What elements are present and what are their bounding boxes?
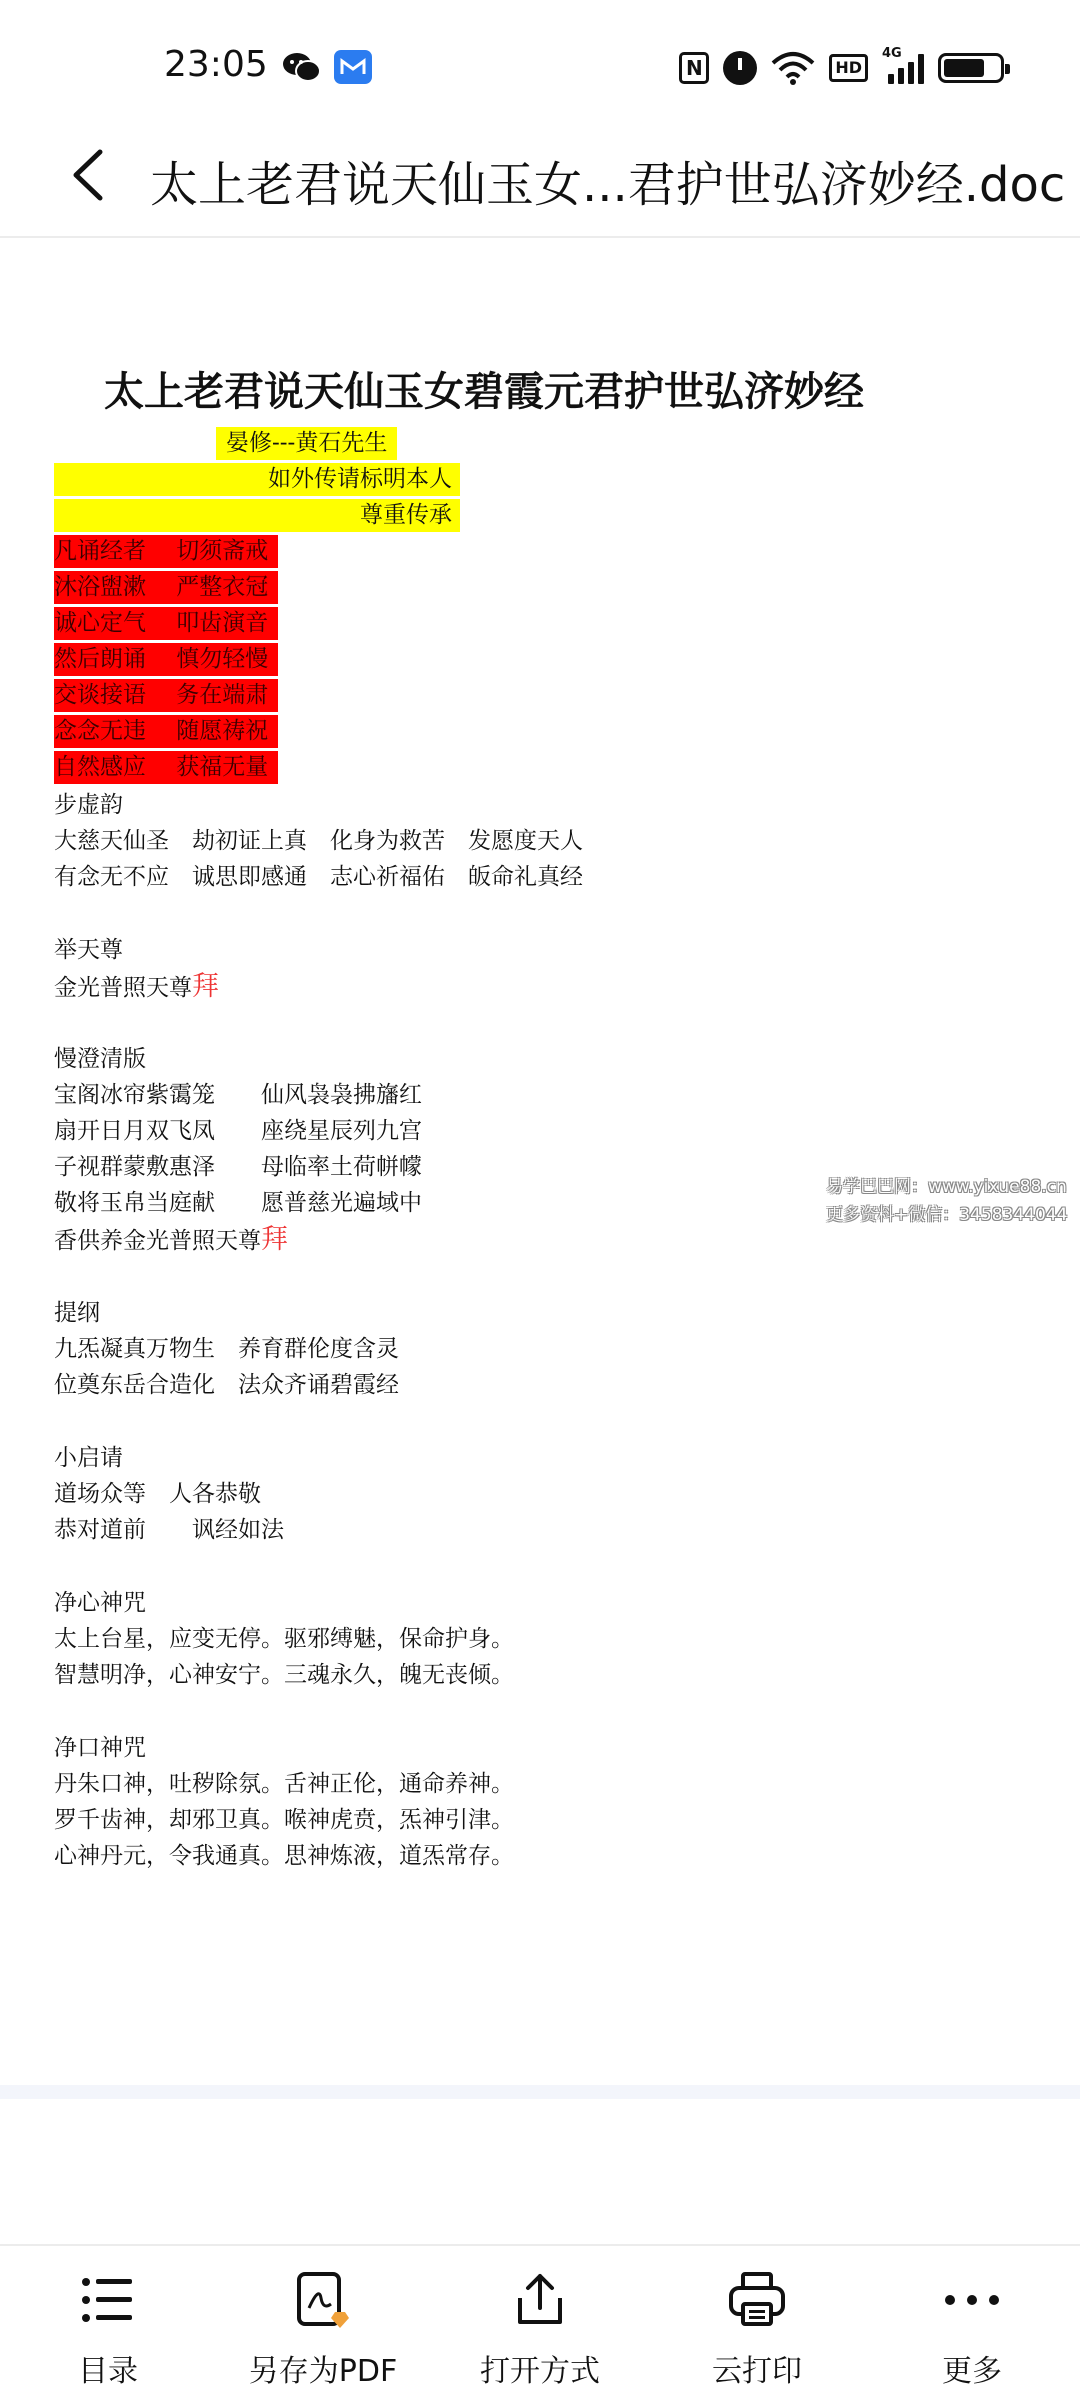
pdf-icon — [291, 2268, 355, 2332]
section-line: 智慧明净，心神安宁。三魂永久，魄无丧倾。 — [54, 1662, 514, 1688]
save-as-pdf-label: 另存为PDF — [248, 2354, 398, 2389]
precept-line: 诚心定气 叩齿演音 — [54, 607, 278, 640]
status-bar — [0, 0, 1080, 120]
section-line: 有念无不应 诚思即感通 志心祈福佑 皈命礼真经 — [54, 864, 583, 890]
section-line — [54, 1223, 288, 1258]
cloud-print-label: 云打印 — [712, 2354, 802, 2389]
wechat-icon — [282, 50, 322, 84]
status-time: 23:05 — [164, 44, 268, 85]
section-line: 敬将玉帛当庭献 愿普慈光遍域中 — [54, 1190, 422, 1216]
toc-label: 目录 — [78, 2354, 138, 2389]
author-line: 晏修---黄石先生 — [216, 427, 397, 460]
more-label: 更多 — [942, 2354, 1002, 2389]
section-line: 太上台星，应变无停。驱邪缚魅，保命护身。 — [54, 1626, 514, 1652]
network-type-label: 4G — [882, 46, 902, 61]
hd-badge: HD — [829, 54, 868, 82]
notice-line: 如外传请标明本人 — [54, 463, 460, 496]
nfc-icon: N — [679, 52, 709, 84]
save-as-pdf-button[interactable] — [233, 2246, 413, 2400]
watermark-line: 更多资料+微信：3458344044 — [826, 1205, 1068, 1225]
precept-line: 沐浴盥漱 严整衣冠 — [54, 571, 278, 604]
precept-line: 自然感应 获福无量 — [54, 751, 278, 784]
toc-button[interactable] — [18, 2246, 198, 2400]
section-title: 举天尊 — [54, 937, 123, 963]
section-line: 罗千齿神，却邪卫真。喉神虎贲，炁神引津。 — [54, 1807, 514, 1833]
cloud-print-button[interactable] — [667, 2246, 847, 2400]
wifi-icon — [771, 51, 815, 85]
bottom-toolbar — [0, 2244, 1080, 2400]
alarm-icon — [723, 51, 757, 85]
section-line: 道场众等 人各恭敬 — [54, 1481, 261, 1507]
more-icon — [940, 2268, 1004, 2332]
section-line: 子视群蒙敷惠泽 母临率土荷帡幪 — [54, 1154, 422, 1180]
status-icons — [679, 48, 1004, 88]
section-line: 大慈天仙圣 劫初证上真 化身为救苦 发愿度天人 — [54, 828, 583, 854]
open-with-button[interactable] — [450, 2246, 630, 2400]
section-line: 宝阁冰帘紫霭笼 仙风袅袅拂旛红 — [54, 1082, 422, 1108]
notice-line: 尊重传承 — [54, 499, 460, 532]
section-line: 恭对道前 讽经如法 — [54, 1517, 284, 1543]
section-line: 扇开日月双飞凤 座绕星辰列九宫 — [54, 1118, 422, 1144]
section-line-text: 香供养金光普照天尊 — [54, 1228, 261, 1254]
section-title: 净心神咒 — [54, 1590, 146, 1616]
precept-line: 念念无违 随愿祷祝 — [54, 715, 278, 748]
share-icon — [508, 2268, 572, 2332]
watermark-line: 易学巴巴网：www.yixue88.cn — [826, 1177, 1067, 1197]
doc-heading: 太上老君说天仙玉女碧霞元君护世弘济妙经 — [104, 368, 864, 415]
section-title: 步虚韵 — [54, 792, 123, 818]
section-line — [54, 970, 219, 1005]
document-page[interactable] — [0, 240, 1080, 2085]
battery-icon — [938, 53, 1004, 83]
section-line: 位奠东岳合造化 法众齐诵碧霞经 — [54, 1372, 399, 1398]
page-separator — [0, 2085, 1080, 2099]
section-line: 心神丹元，令我通真。思神炼液，道炁常存。 — [54, 1843, 514, 1869]
bow-mark: 拜 — [192, 971, 219, 1002]
title-bar — [0, 120, 1080, 238]
bow-mark: 拜 — [261, 1224, 288, 1255]
section-line: 丹朱口神，吐秽除氛。舌神正伦，通命养神。 — [54, 1771, 514, 1797]
precept-line: 交谈接语 务在端肃 — [54, 679, 278, 712]
section-title: 小启请 — [54, 1445, 123, 1471]
precept-line: 凡诵经者 切须斋戒 — [54, 535, 278, 568]
open-with-label: 打开方式 — [480, 2354, 600, 2389]
section-title: 提纲 — [54, 1300, 100, 1326]
section-title: 慢澄清版 — [54, 1046, 146, 1072]
document-title: 太上老君说天仙玉女...君护世弘济妙经.doc — [150, 157, 1066, 213]
mail-app-icon — [334, 50, 372, 84]
back-arrow-icon[interactable] — [60, 140, 120, 210]
more-button[interactable] — [882, 2246, 1062, 2400]
section-line: 九炁凝真万物生 养育群伦度含灵 — [54, 1336, 399, 1362]
precept-line: 然后朗诵 慎勿轻慢 — [54, 643, 278, 676]
signal-icon — [882, 46, 924, 84]
printer-icon — [725, 2268, 789, 2332]
list-icon — [76, 2268, 140, 2332]
section-title: 净口神咒 — [54, 1735, 146, 1761]
section-line-text: 金光普照天尊 — [54, 975, 192, 1001]
